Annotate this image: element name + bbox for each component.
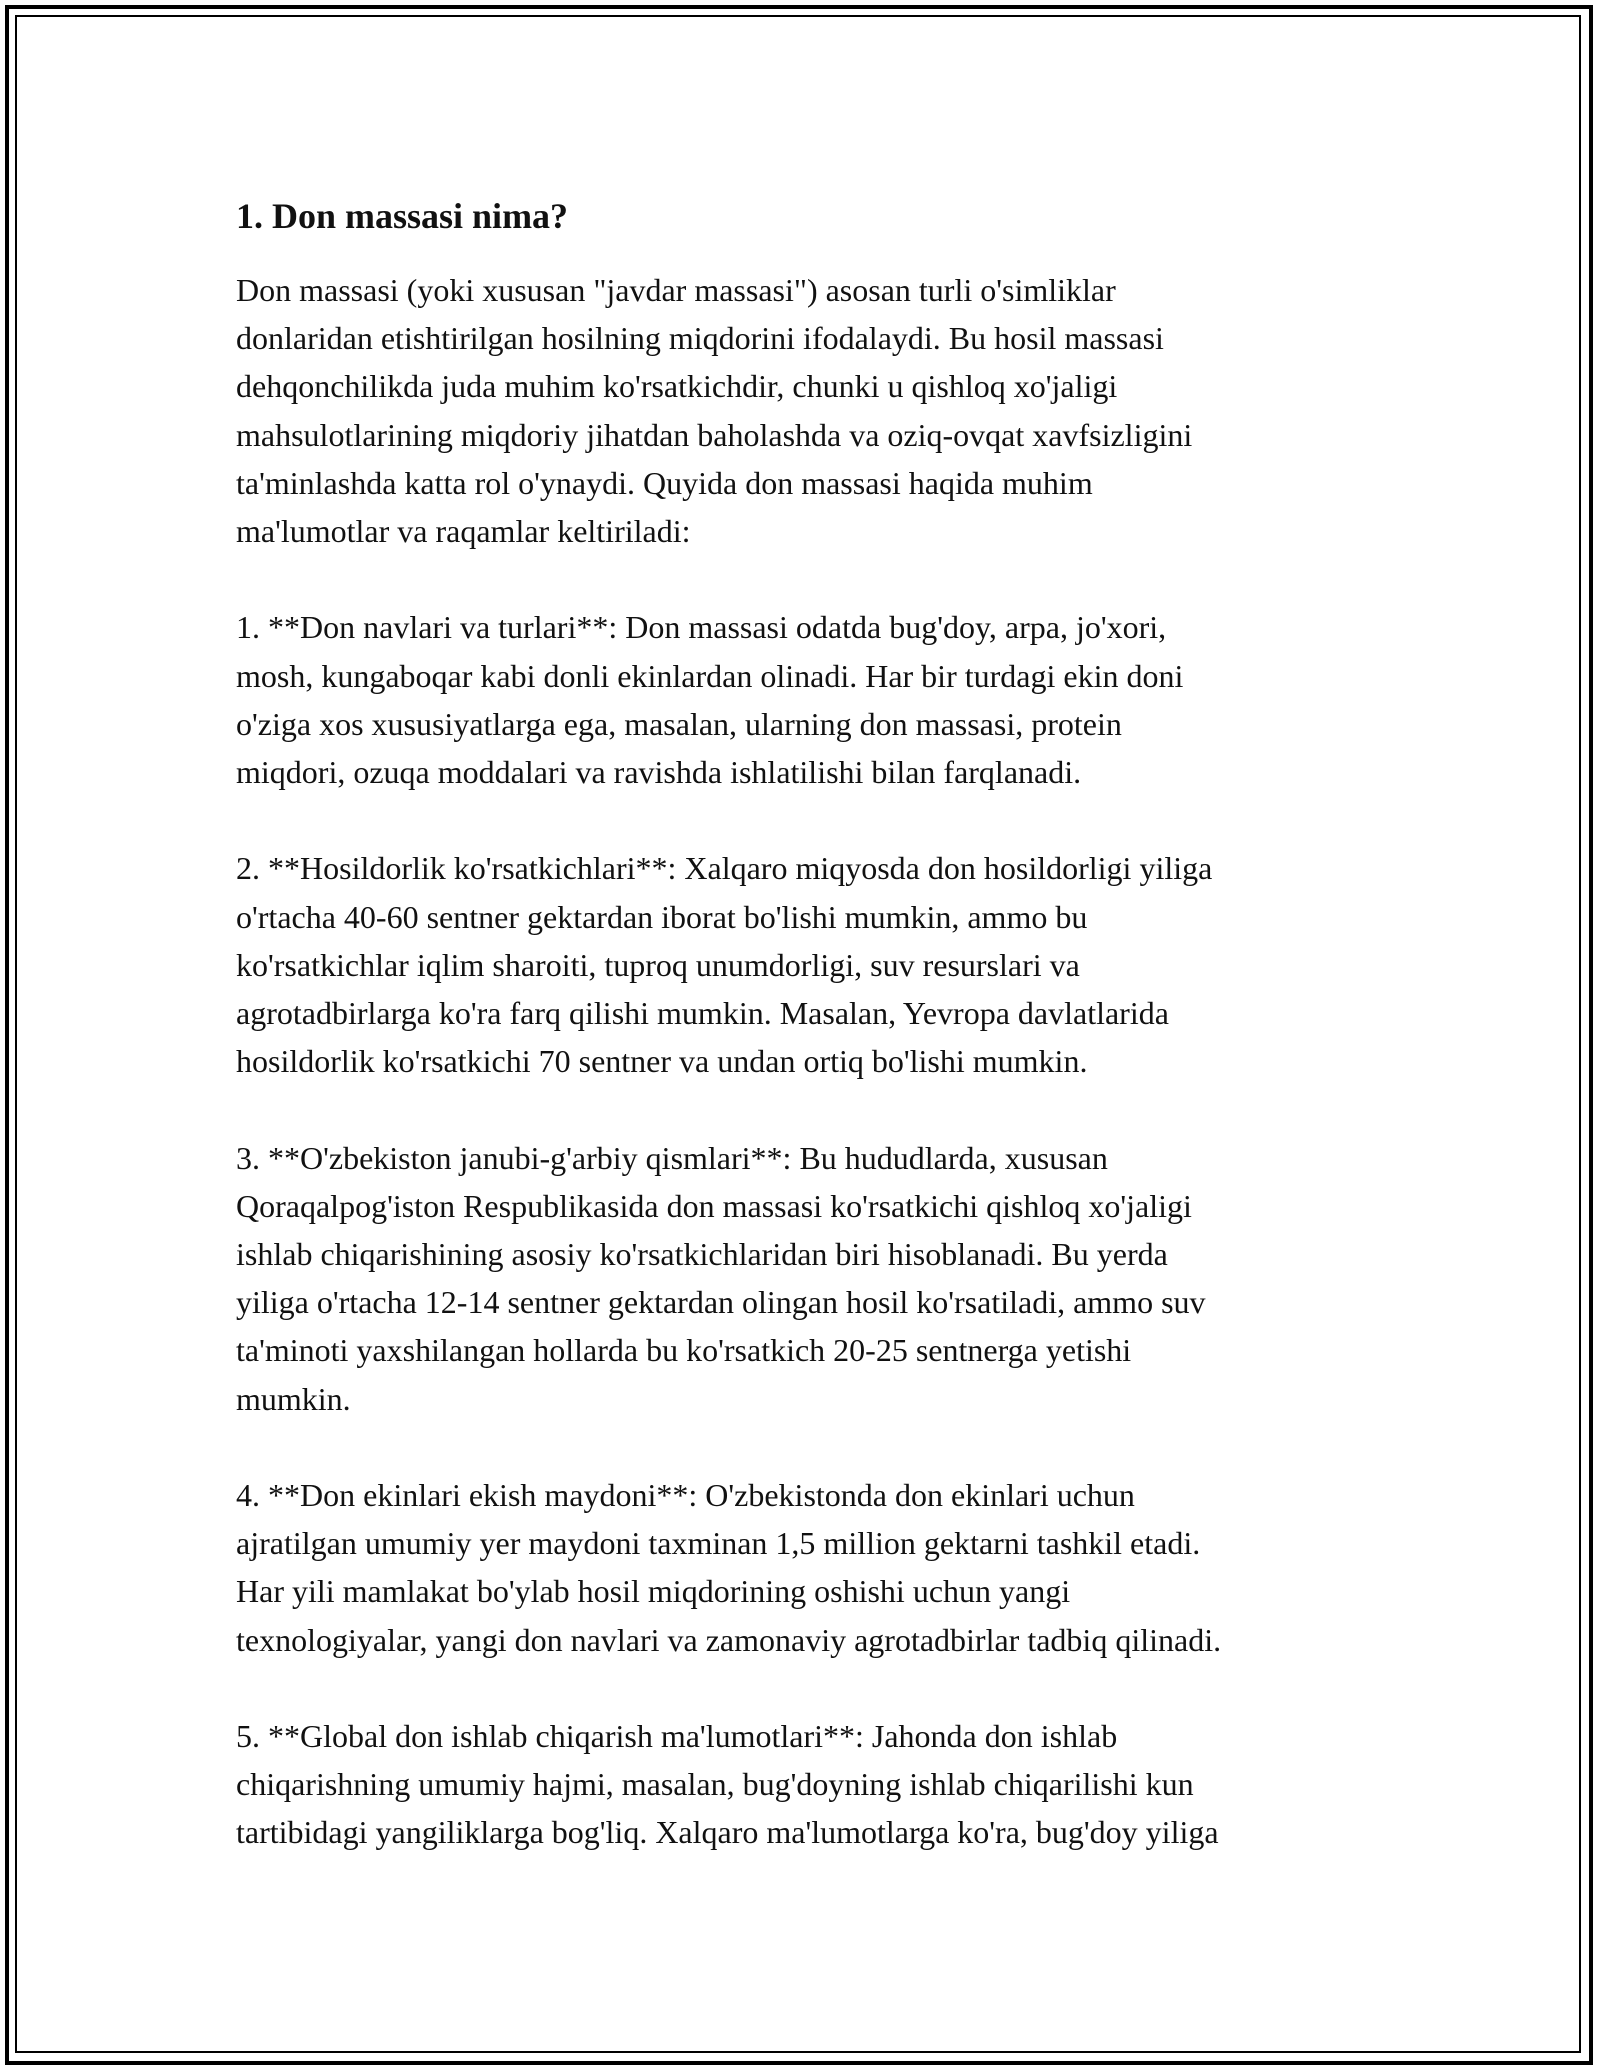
list-item-5: 5. **Global don ishlab chiqarish ma'lumotlari**: Jahonda don ishlab chiqarishning umumiy hajmi, masalan, bug'doyning ishlab chiqarilishi kun tartibidagi yangiliklarga bog'liq. Xalqaro ma'lumotlarga ko'ra, bug'doy yiliga: [236, 1718, 1219, 1851]
list-item-1: 1. **Don navlari va turlari**: Don massasi odatda bug'doy, arpa, jo'xori, mosh, kungaboqar kabi donli ekinlardan olinadi. Har bir turdagi ekin doni o'ziga xos xususiyatlarga ega, masalan, ularning don massasi, protein miqdori, ozuqa moddalari va ravishda ishlatilishi bilan farqlanadi.: [236, 609, 1184, 791]
intro-paragraph: Don massasi (yoki xususan "javdar massasi") asosan turli o'simliklar donlaridan etishtirilgan hosilning miqdorini ifodalaydi. Bu hosil massasi dehqonchilikda juda muhim ko'rsatkichdir, chunki u qishloq xo'jaligi mahsulotlarining miqdoriy jihatdan baholashda va oziq-ovqat xavfsizligini ta'minlashda katta rol o'ynaydi. Quyida don massasi haqida muhim ma'lumotlar va raqamlar keltiriladi:: [236, 272, 1193, 550]
paragraph-spacer: [236, 1423, 1376, 1471]
document-body: [236, 190, 1376, 1857]
paragraph-spacer: [236, 796, 1376, 844]
paragraph-spacer: [236, 1085, 1376, 1133]
paragraph-spacer: [236, 1664, 1376, 1712]
list-item-4: 4. **Don ekinlari ekish maydoni**: O'zbekistonda don ekinlari uchun ajratilgan umumiy yer maydoni taxminan 1,5 million gektarni tashkil etadi. Har yili mamlakat bo'ylab hosil miqdorining oshishi uchun yangi texnologiyalar, yangi don navlari va zamonaviy agrotadbirlar tadbiq qilinadi.: [236, 1477, 1222, 1658]
paragraph-spacer: [236, 555, 1376, 603]
document-title: 1. Don massasi nima?: [236, 196, 569, 236]
list-item-3: 3. **O'zbekiston janubi-g'arbiy qismlari**: Bu hududlarda, xususan Qoraqalpog'iston Respublikasida don massasi ko'rsatkichi qishloq xo'jaligi ishlab chiqarishining asosiy ko'rsatkichlaridan biri hisoblanadi. Bu yerda yiliga o'rtacha 12-14 sentner gektardan olingan hosil ko'rsatiladi, ammo suv ta'minoti yaxshilangan hollarda bu ko'rsatkich 20-25 sentnerga yetishi mumkin.: [236, 1139, 1206, 1417]
list-item-2: 2. **Hosildorlik ko'rsatkichlari**: Xalqaro miqyosda don hosildorligi yiliga o'rtacha 40-60 sentner gektardan iborat bo'lishi mumkin, ammo bu ko'rsatkichlar iqlim sharoiti, tuproq unumdorligi, suv resurslari va agrotadbirlarga ko'ra farq qilishi mumkin. Masalan, Yevropa davlatlarida hosildorlik ko'rsatkichi 70 sentner va undan ortiq bo'lishi mumkin.: [236, 850, 1213, 1080]
